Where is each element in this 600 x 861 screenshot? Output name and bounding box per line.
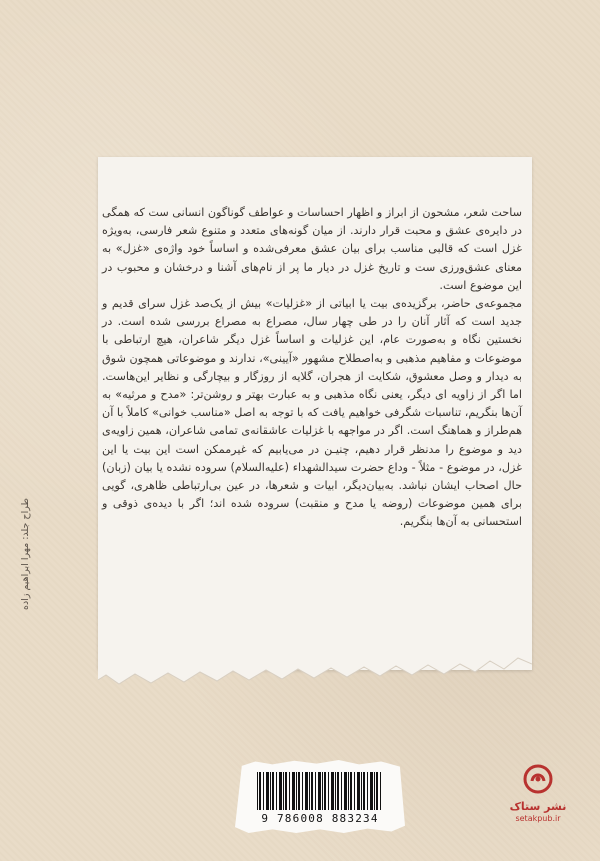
publisher-url: setakpub.ir xyxy=(515,814,561,823)
barcode-number: 9 786008 883234 xyxy=(261,812,379,825)
publisher-logo-block xyxy=(508,764,568,823)
isbn-barcode-label xyxy=(235,760,405,833)
publisher-logo-icon xyxy=(523,764,553,794)
back-cover-text xyxy=(102,204,522,532)
publisher-name: نشر ستاک xyxy=(509,800,567,813)
paragraph-2: مجموعه‌ی حاضر، برگزیده‌ی بیت یا ابیاتی از «غزلیات» بیش از یک‌صد غزل سرای قدیم و جدید است که آثار آنان را در طی چهار سال، مصراع به مصراع بررسی شده است. در نخستین نگاه و به‌صورت عام، این غزلیات و اساساً غزل دیگر شاعران، هیچ ارتباطی با موضوعات و مفاهیم مذهبی و به‌اصطلاح مشهور «آیینی»، ندارند و موضوعاتی همچون شوق به دیدار و وصل معشوق، شکایت از هجران، گلایه از روزگار و بیچارگی و نظایر این‌هاست. اما اگر از زاویه ای دیگر، یعنی نگاه مذهبی و به عبارت بهتر و روشن‌تر: «مدح و مرثیه» به آن‌ها بنگریم، تناسبات شگرفی خواهیم یافت که با توجه به اصل «مناسب خوانی» کاملاً با آن هم‌طراز و هماهنگ است. اگر در مواجهه با غزلیات عاشقانه‌ی تمامی شاعران، همین زاویه‌ی دید و موضوع را مدنظر قرار دهیم، چنیـن در می‌یابیم که غیرممکن است این بیت یا این غزل، در موضوع - مثلاً - وداع حضرت سیدالشهداء (علیه‌السلام) سروده نشده یا بیان (زبان) حال اصحاب ایشان نباشد. به‌بیان‌دیگر، ابیات و شعرها، در عین بی‌ارتباطی ظاهری، گویی برای همین موضوعات (روضه یا مدح و منقبت) سروده شده اند؛ اگر با دیده‌ی ذوقی و استحسانی به آن‌ها بنگریم. xyxy=(102,297,522,529)
cover-designer-credit: طراح جلد: مهرا ابراهیم زاده xyxy=(20,497,31,610)
torn-paper-edge xyxy=(98,640,532,692)
barcode-bars xyxy=(257,772,382,810)
paragraph-1: ساحت شعر، مشحون از ابراز و اظهار احساسات و عواطف گوناگون انسانی ست که همگی در دایره‌ی عشق و محبت قرار دارند. از میان گونه‌های متعدد و متنوع شعر فارسی، به‌ویژه غزل است که قالبی مناسب برای بیان عشق معرفی‌شده و اساساً خود واژه‌ی «غزل» به معنای عشق‌ورزی ست و تاریخ غزل در دیار ما پر از نام‌های آشنا و درخشان و محبوب در این موضوع است. xyxy=(102,206,522,292)
